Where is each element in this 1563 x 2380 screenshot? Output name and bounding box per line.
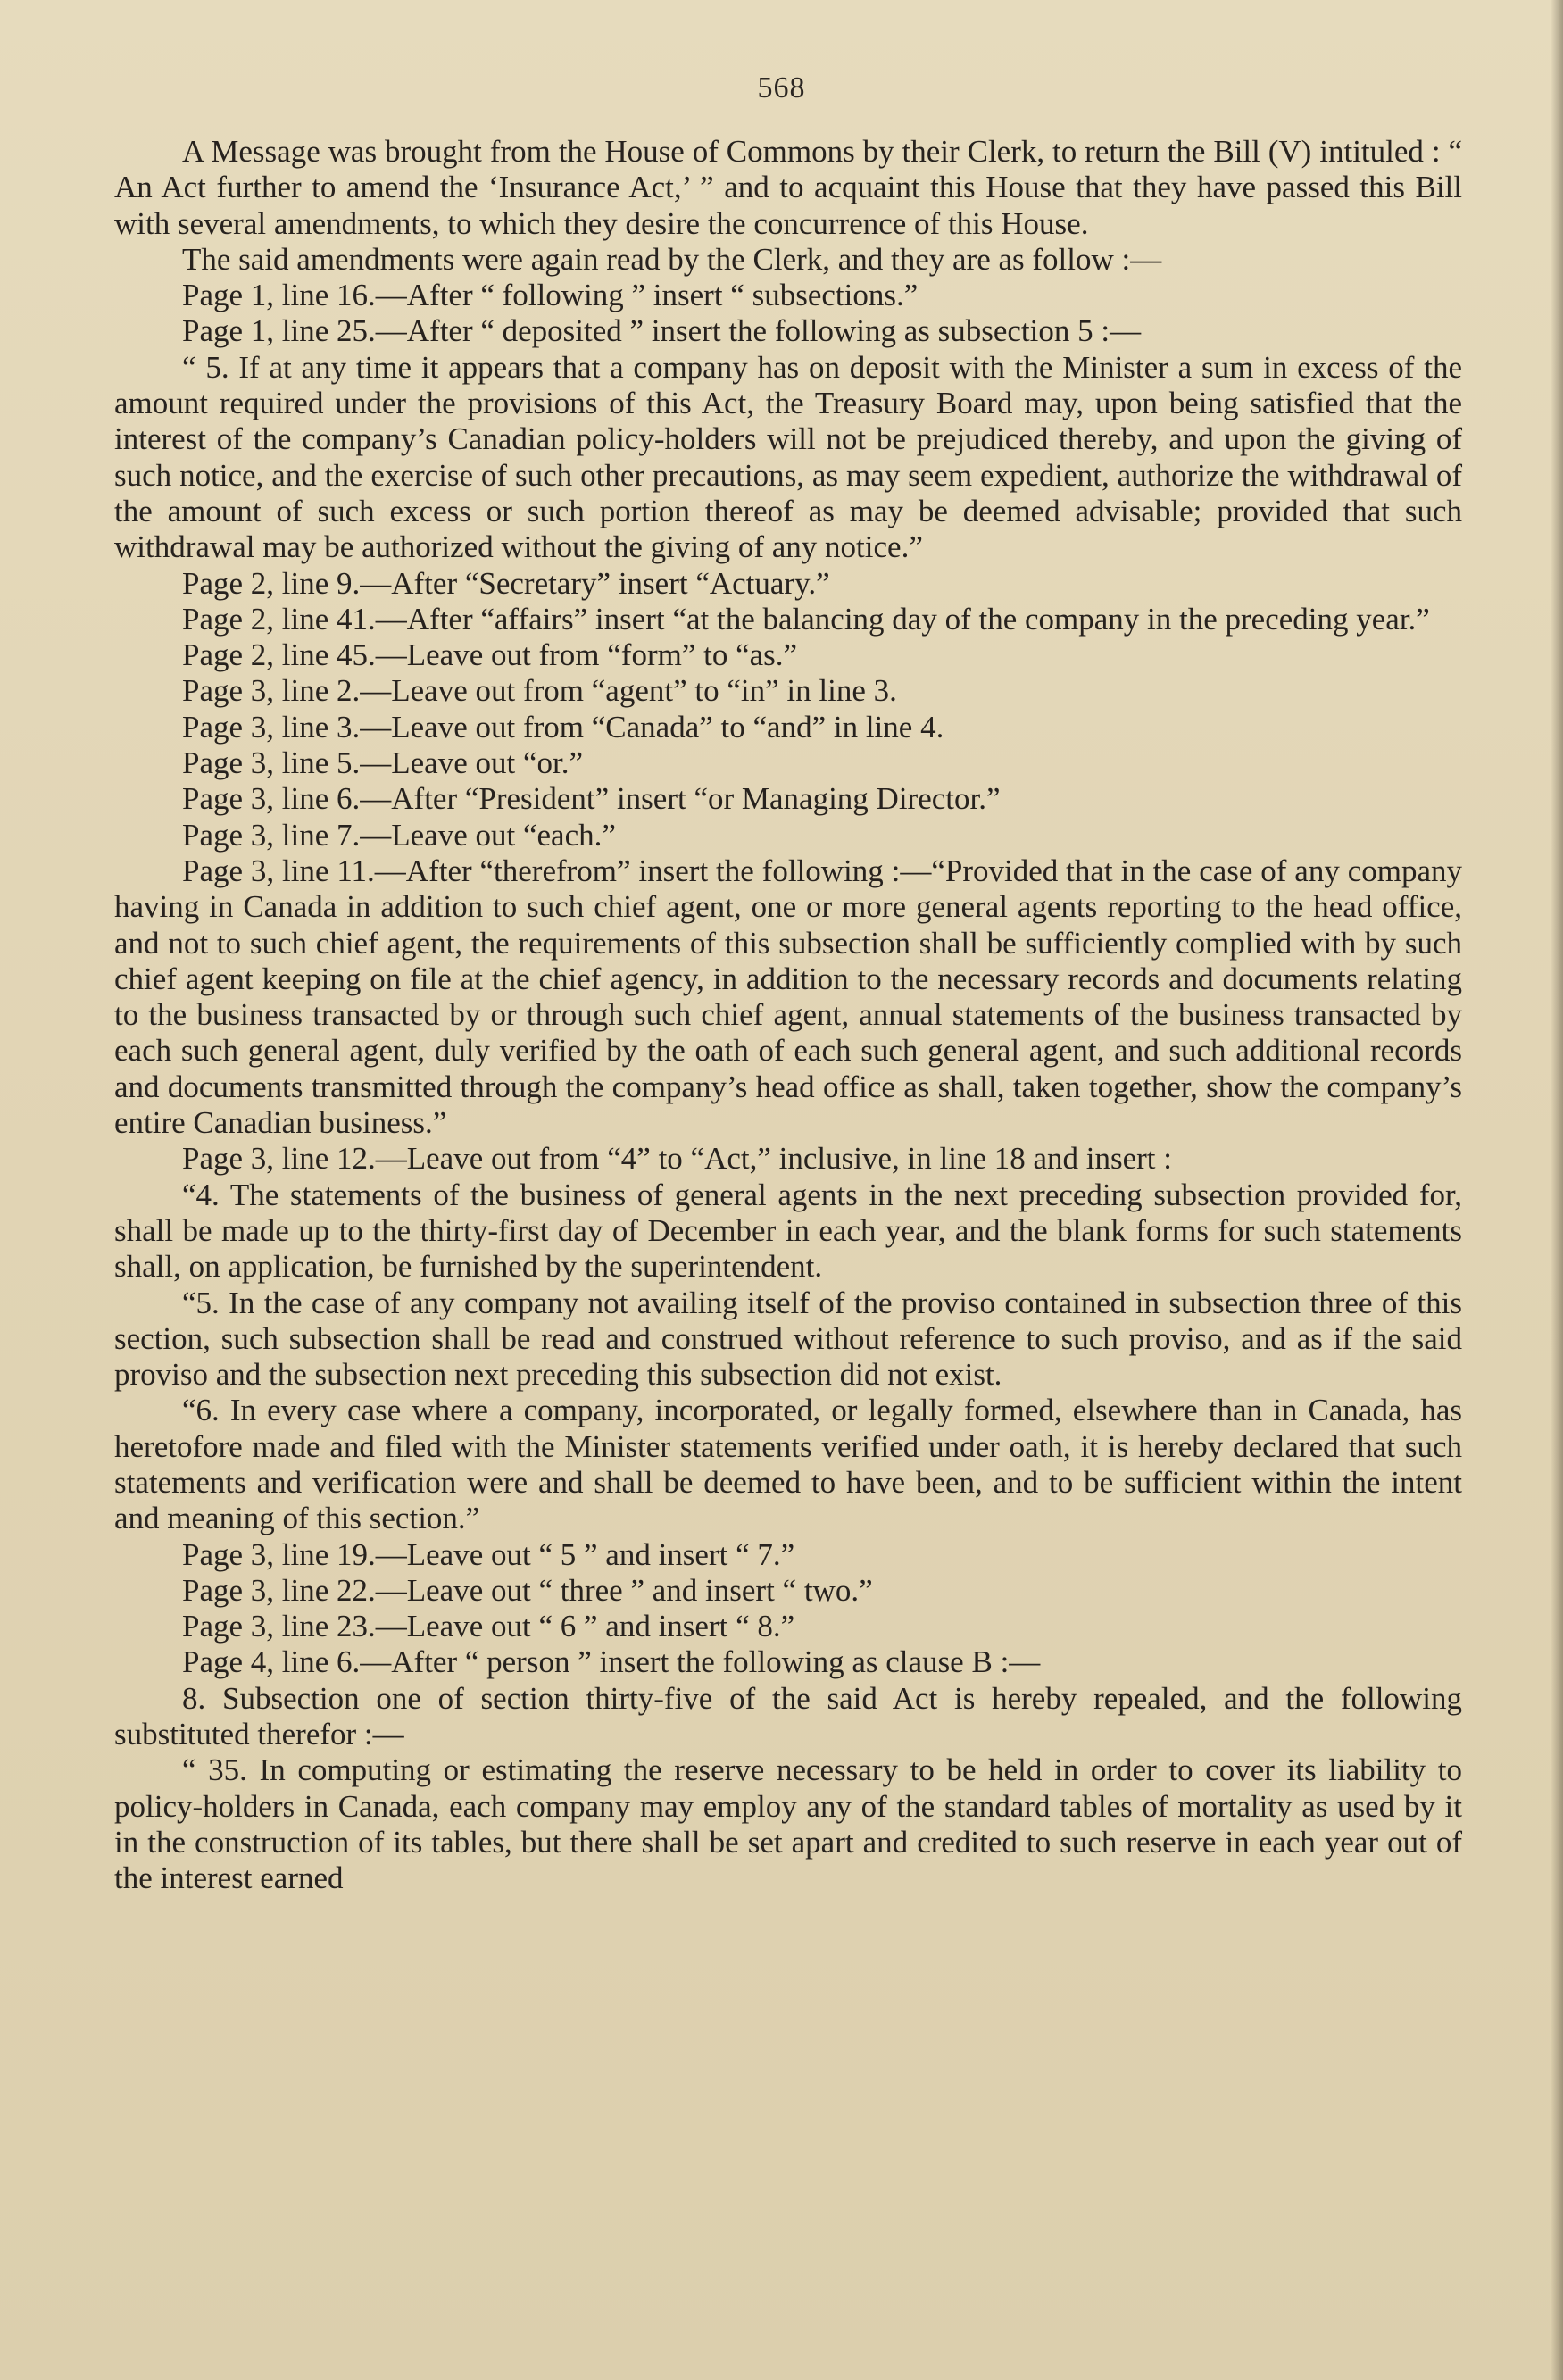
amendment-p2-l9: Page 2, line 9.—After “Secretary” insert “Actuary.” (182, 565, 830, 601)
subsection-4-statements: “4. The statements of the business of general agents in the next preceding subsection provided for, shall be made up to the thirty-first day of December in each year, and the blank forms for such statements shall, on application, be furnished by the superintendent. (114, 1177, 1462, 1285)
paragraph-amendments-intro: The said amendments were again read by the Clerk, and they are as follow :— (182, 241, 1162, 277)
page-number: 568 (757, 71, 806, 104)
amendment-p3-l22: Page 3, line 22.—Leave out “ three ” and insert “ two.” (182, 1572, 873, 1608)
amendment-p3-l19: Page 3, line 19.—Leave out “ 5 ” and insert “ 7.” (182, 1536, 795, 1572)
amendment-p1-l25: Page 1, line 25.—After “ deposited ” insert the following as subsection 5 :— (182, 313, 1142, 349)
amendment-p2-l41: Page 2, line 41.—After “affairs” insert “at the balancing day of the company in the preceding year.” (182, 601, 1430, 637)
amendment-p3-l2: Page 3, line 2.—Leave out from “agent” to “in” in line 3. (182, 673, 897, 709)
amendment-p3-l23: Page 3, line 23.—Leave out “ 6 ” and insert “ 8.” (182, 1609, 795, 1644)
amendment-p2-l45: Page 2, line 45.—Leave out from “form” to “as.” (182, 637, 798, 673)
amendment-p3-l5: Page 3, line 5.—Leave out “or.” (182, 745, 584, 781)
subsection-6-verification: “6. In every case where a company, incorporated, or legally formed, elsewhere than in Canada, has heretofore made and filed with the Minister statements verified under oath, it is hereby declared that such statements and verification were and shall be deemed to have been, and to be sufficient within the intent and meaning of this section.” (114, 1393, 1462, 1536)
amendment-p1-l16: Page 1, line 16.—After “ following ” insert “ subsections.” (182, 278, 919, 313)
clause-8-section-35: 8. Subsection one of section thirty-five of the said Act is hereby repealed, and the following substituted therefor :— (114, 1680, 1462, 1752)
amendment-p3-l11: Page 3, line 11.—After “therefrom” insert the following :—“Provided that in the case of any company having in Canada in addition to such chief agent, one or more general agents reporting to the head office, and not to such chief agent, the requirements of this subsection shall be sufficiently complied with by such chief agent keeping on file at the chief agency, in addition to the necessary records and documents relating to the business transacted by or through such chief agent, annual statements of the business transacted by each such general agent, duly verified by the oath of each such general agent, and such additional records and documents transmitted through the company’s head office as shall, taken together, show the company’s entire Canadian business.” (114, 853, 1462, 1141)
body-text (114, 134, 1462, 1897)
amendment-p3-l12: Page 3, line 12.—Leave out from “4” to “Act,” inclusive, in line 18 and insert : (182, 1141, 1172, 1177)
paragraph-message: A Message was brought from the House of Commons by their Clerk, to return the Bill (V) intituled : “ An Act further to amend the ‘Insurance Act,’ ” and to acquaint this House that they have passed this Bill with several amendments, to which they desire the concurrence of this House. (114, 134, 1462, 241)
amendment-p4-l6: Page 4, line 6.—After “ person ” insert the following as clause B :— (182, 1644, 1041, 1680)
page-edge-shadow (1551, 0, 1563, 2380)
amendment-p3-l3: Page 3, line 3.—Leave out from “Canada” to “and” in line 4. (182, 709, 944, 745)
subsection-5-deposit: “ 5. If at any time it appears that a company has on deposit with the Minister a sum in excess of the amount required under the provisions of this Act, the Treasury Board may, upon being satisfied that the interest of the company’s Canadian policy-holders will not be prejudiced thereby, and upon the giving of such notice, and the exercise of such other precautions, as may seem expedient, authorize the withdrawal of the amount of such excess or such portion thereof as may be deemed advisable; provided that such withdrawal may be authorized without the giving of any notice.” (114, 349, 1462, 565)
section-35-reserve: “ 35. In computing or estimating the reserve necessary to be held in order to cover its liability to policy-holders in Canada, each company may employ any of the standard tables of mortality as used by it in the construction of its tables, but there shall be set apart and credited to such reserve in each year out of the interest earned (114, 1752, 1462, 1896)
amendment-p3-l7: Page 3, line 7.—Leave out “each.” (182, 817, 616, 853)
amendment-p3-l6: Page 3, line 6.—After “President” insert “or Managing Director.” (182, 781, 1001, 817)
subsection-5-proviso: “5. In the case of any company not availing itself of the proviso contained in subsection three of this section, such subsection shall be read and construed without reference to such proviso, and as if the said proviso and the subsection next preceding this subsection did not exist. (114, 1285, 1462, 1393)
